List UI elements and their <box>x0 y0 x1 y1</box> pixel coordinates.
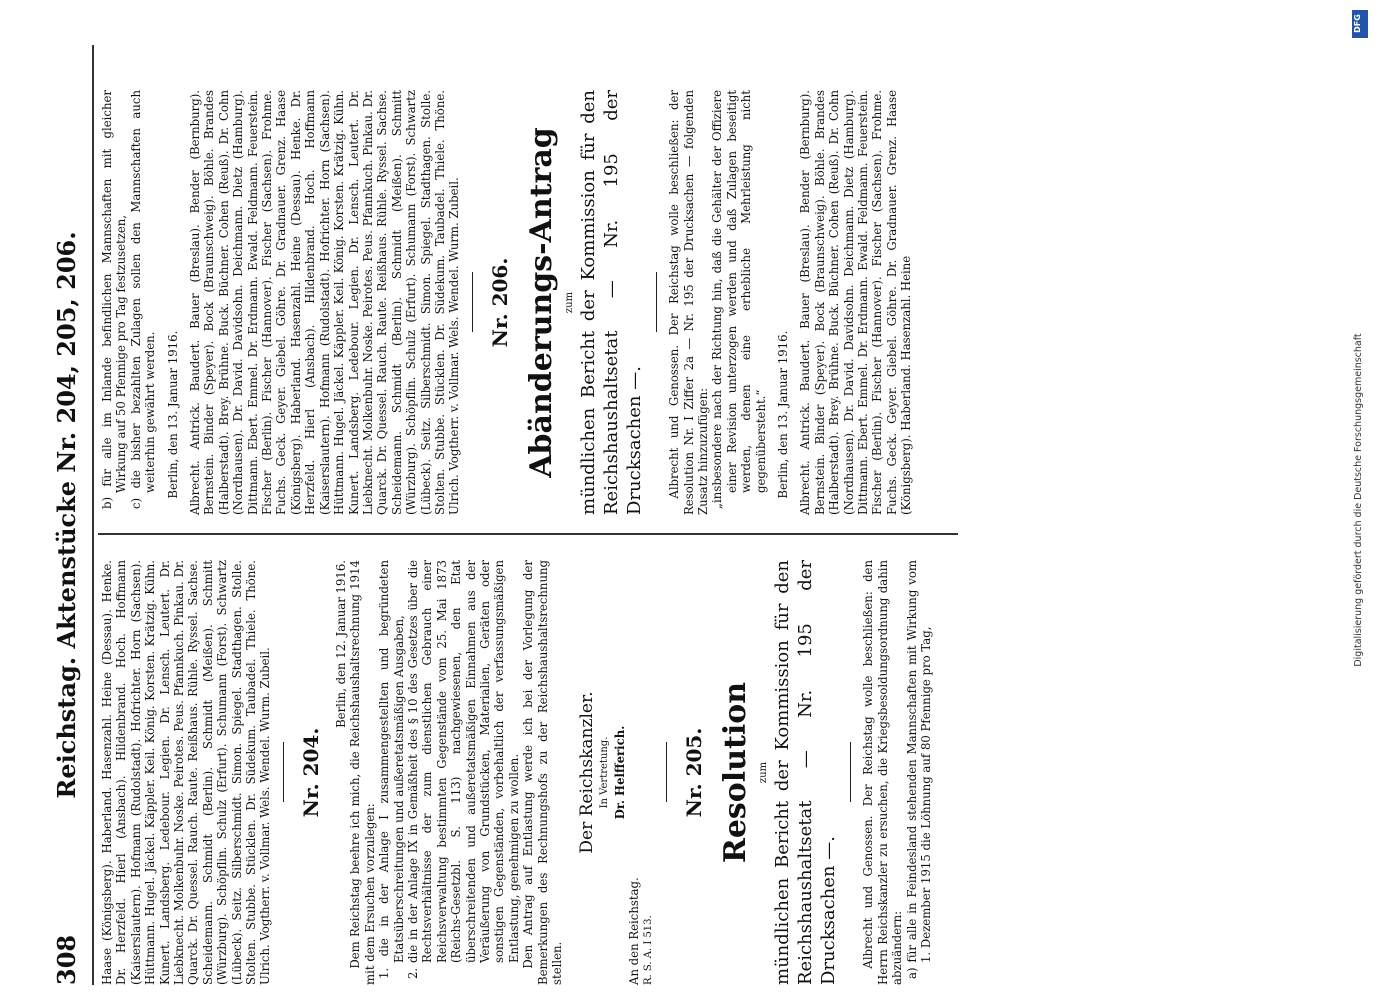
list-item-1: 1. die in der Anlage I zusammengestellten und begründeten Etatsüberschreitungen und außeretatsmäßigen Ausgaben, <box>377 560 406 979</box>
digitization-note <box>1346 5 1372 995</box>
header-rule <box>92 45 94 985</box>
page-number: 308 <box>52 934 81 985</box>
separator <box>472 273 473 333</box>
report-title-205: mündlichen Bericht der Kommission für den Reichshaushaltsetat — Nr. 195 der Drucksachen —. <box>772 560 840 985</box>
file-reference: R. S. A. I 513. <box>642 915 654 985</box>
document-number-204: Nr. 204. <box>298 727 323 818</box>
report-title-206: mündlichen Bericht der Kommission für den Reichshaushaltsetat — Nr. 195 der Drucksachen —. <box>578 90 646 515</box>
signature-name: Dr. Helfferich. <box>612 725 627 820</box>
zum-label: zum <box>758 761 769 784</box>
date-205: Berlin, den 13. Januar 1916. <box>165 330 180 499</box>
item-c-205: c) die bisher bezahlten Zulagen sollen den Mannschaften auch weiterhin gewährt werden. <box>128 90 158 509</box>
date-206: Berlin, den 13. Januar 1916. <box>776 330 790 499</box>
quote-206: „insbesondere nach der Richtung hin, daß die Gehälter der Offiziere einer Revision unterzogen werden und daß Zulagen beseitigt werden, denen eine erhebliche Mehrleistung nicht gegenübersteht.“ <box>710 90 768 509</box>
body-204: Dem Reichstag beehre ich mich, die Reichshaushaltsrechnung 1914 mit dem Ersuchen vorzulegen: <box>348 560 377 985</box>
separator <box>850 743 851 803</box>
body-206: Albrecht und Genossen. Der Reichstag wolle beschließen: der Resolution Nr. I Ziffer 2a — Nr. 195 der Drucksachen — folgenden Zusatz hinzuzufügen: <box>667 90 710 515</box>
signature-deputy: In Vertretung. <box>599 736 611 809</box>
left-column <box>100 560 933 985</box>
page-header <box>50 45 86 985</box>
date-204: Berlin, den 12. Januar 1916. <box>333 560 348 728</box>
separator <box>283 743 284 803</box>
document-number-206: Nr. 206. <box>487 257 512 348</box>
body-205: Albrecht und Genossen. Der Reichstag wolle beschließen: den Herrn Reichskanzler zu ersuchen, die Kriegsbesoldungsordnung dahin abzuändern: <box>861 560 905 985</box>
separator <box>656 273 657 333</box>
right-column <box>100 90 914 515</box>
signature-title: Der Reichskanzler. <box>577 691 598 854</box>
entlastung-text: Den Antrag auf Entlastung werde ich bei der Vorlegung der Bemerkungen des Rechnungshofs zu der Reichshaushaltsrechnung stellen. <box>521 560 564 985</box>
signatory-list-205: Albrecht. Antrick. Baudert. Bauer (Breslau). Bender (Bernburg). Bernstein. Binder (Speyer). Bock (Braunschweig). Böhle. Brandes (Halberstadt). Brey. Brühne. Buck. Büchner. Cohen (Reuß). Dr. Cohn (Nordhausen). Dr. David. Davidsohn. Deichmann. Dietz (Hamburg). Dittmann. Ebert. Emmel. Dr. Erdmann. Ewald. Feldmann. Feuerstein. Fischer (Berlin). Fischer (Hannover). Fischer (Sachsen). Frohme. Fuchs. Geck. Geyer. Giebel. Göhre. Dr. Gradnauer. Grenz. Haase (Königsberg). Haberland. Hasenzahl. Heine (Dessau). Henke. Dr. Herzfeld. Hierl (Ansbach). Hildenbrand. Hoch. Hoffmann (Kaiserslautern). Hofmann (Rudolstadt). Hofrichter. Horn (Sachsen). Hüttmann. Hugel. Jäckel. Käppler. Keil. König. Korsten. Krätzig. Kühn. Kunert. Landsberg. Ledebour. Legien. Dr. Lensch. Leutert. Dr. Liebknecht. Molkenbuhr. Noske. Peirotes. Peus. Pfannkuch. Pinkau. Dr. Quarck. Dr. Quessel. Rauch. Raute. Reißhaus. Rühle. Ryssel. Sachse. Scheidemann. Schmidt (Berlin). Schmidt (Meißen). Schmitt (Würzburg). Schöpflin. Schulz (Erfurt). Schumann (Forst). Schwartz (Lübeck). Seitz. Silberschmidt. Simon. Spiegel. Stadthagen. Stolle. Stolten. Stubbe. Stücklen. Dr. Südekum. Taubadel. Thiele. Thöne. Ulrich. Vogtherr. v. Vollmar. Wels. Wendel. Wurm. Zubeil. <box>188 90 462 515</box>
column-divider <box>98 534 958 536</box>
addressee: An den Reichstag. <box>627 877 642 985</box>
resolution-heading: Resolution <box>718 681 753 864</box>
list-item-2: 2. die in der Anlage IX in Gemäßheit des § 10 des Gesetzes über die Rechtsverhältnisse der zum dienstlichen Gebrauch einer Reichsverwaltung bestimmten Gegenstände vom 25. Mai 1873 (Reichs-Gesetzbl. S. 113) nachgewiesenen, den Etat überschreitenden und außeretatsmäßigen Einnahmen aus der Veräußerung von Grundstücken, Materialien, Geräten oder sonstigen Gegenständen, vorbehaltlich der verfassungsmäßigen Entlastung, genehmigen zu wollen. <box>405 560 521 979</box>
dfg-logo-text: DFG <box>1352 14 1362 33</box>
signatory-list-206: Albrecht. Antrick. Baudert. Bauer (Breslau). Bender (Bernburg). Bernstein. Binder (Speyer). Bock (Braunschweig). Böhle. Brandes (Halberstadt). Brey. Brühne. Buck. Büchner. Cohen (Reuß). Dr. Cohn (Nordhausen). Dr. David. Davidsohn. Deichmann. Dietz (Hamburg). Dittmann. Ebert. Emmel. Dr. Erdmann. Ewald. Feldmann. Feuerstein. Fischer (Berlin). Fischer (Hannover). Fischer (Sachsen). Frohme. Fuchs. Geck. Geyer. Giebel. Göhre. Dr. Gradnauer. Grenz. Haase (Königsberg). Haberland. Hasenzahl. Heine <box>798 90 914 515</box>
header-title: Reichstag. Aktenstücke Nr. 204, 205, 206. <box>52 231 81 799</box>
zum-label: zum <box>563 291 575 314</box>
document-number-205: Nr. 205. <box>682 727 706 818</box>
funding-text: Digitalisierung gefördert durch die Deutsche Forschungsgemeinschaft <box>1353 333 1364 667</box>
rotated-page-content <box>50 45 1320 985</box>
signatory-list: Haase (Königsberg). Haberland. Hasenzahl. Heine (Dessau). Henke. Dr. Herzfeld. Hierl (Ansbach). Hildenbrand. Hoch. Hoffmann (Kaiserslautern). Hofmann (Rudolstadt). Hofrichter. Horn (Sachsen). Hüttmann. Hugel. Jäckel. Käppler. Keil. König. Korsten. Krätzig. Kühn. Kunert. Landsberg. Ledebour. Legien. Dr. Lensch. Leutert. Dr. Liebknecht. Molkenbuhr. Noske. Peirotes. Peus. Pfannkuch. Pinkau. Dr. Quarck. Dr. Quessel. Rauch. Raute. Reißhaus. Rühle. Ryssel. Sachse. Scheidemann. Schmidt (Berlin). Schmidt (Meißen). Schmitt (Würzburg). Schöpflin. Schulz (Erfurt). Schumann (Forst). Schwartz (Lübeck). Seitz. Silberschmidt. Simon. Spiegel. Stadthagen. Stolle. Stolten. Stubbe. Stücklen. Dr. Südekum. Taubadel. Thiele. Thöne. Ulrich. Vogtherr. v. Vollmar. Wels. Wendel. Wurm. Zubeil. <box>100 560 273 985</box>
item-b-205: b) für alle im Inlande befindlichen Mannschaften mit gleicher Wirkung auf 50 Pfennige pro Tag festzusetzen, <box>100 90 129 509</box>
separator <box>666 743 667 803</box>
dfg-logo <box>1352 10 1368 38</box>
item-a-205: a) für alle in Feindesland stehenden Mannschaften mit Wirkung vom 1. Dezember 1915 die Löhnung auf 80 Pfennige pro Tag, <box>904 560 934 979</box>
amendment-heading: Abänderungs-Antrag <box>523 127 559 478</box>
